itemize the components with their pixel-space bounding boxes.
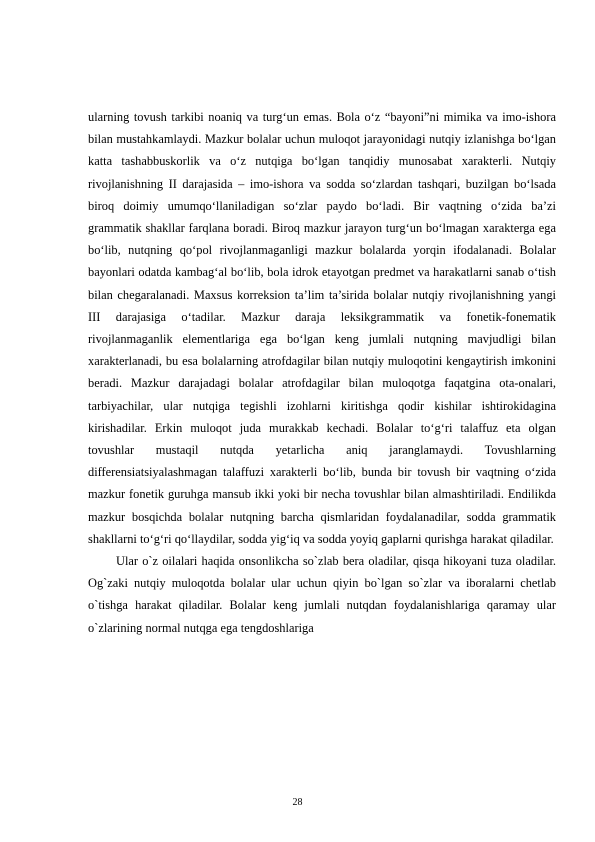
body-text [88, 106, 556, 639]
paragraph-indented: Ular o`z oilalari haqida onsonlikcha so`zlab bera oladilar, qisqa hikoyani tuza oladilar. Og`zaki nutqiy muloqotda bolalar ular uchun qiyin bo`lgan so`zlar va iboralarni chetlab o`tishga harakat qiladilar. Bolalar keng jumlali nutqdan foydalanishlariga qaramay ular o`zlarining normal nutqga ega tengdoshlariga [88, 554, 556, 635]
page-number: 28 [292, 797, 303, 808]
paragraph-continued: ularning tovush tarkibi noaniq va turg‘un emas. Bola o‘z “bayoni”ni mimika va imo-ishora bilan mustahkamlaydi. Mazkur bolalar uchun muloqot jarayonidagi nutqiy izlanishga bo‘lgan katta tashabbuskorlik va o‘z nutqiga bo‘lgan tanqidiy munosabat xarakterli. Nutqiy rivojlanishning II darajasida – imo-ishora va sodda so‘zlardan tashqari, buzilgan bo‘lsada biroq doimiy umumqo‘llaniladigan so‘zlar paydo bo‘ladi. Bir vaqtning o‘zida ba’zi grammatik shakllar farqlana boradi. Biroq mazkur jarayon turg‘un bo‘lmagan xarakterga ega bo‘lib, nutqning qo‘pol rivojlanmaganligi mazkur bolalarda yorqin ifodalanadi. Bolalar bayonlari odatda kambag‘al bo‘lib, bola idrok etayotgan predmet va harakatlarni sanab o‘tish bilan chegaralanadi. Maxsus korreksion ta’lim ta’sirida bolalar nutqiy rivojlanishning yangi III darajasiga o‘tadilar. Mazkur daraja leksikgrammatik va fonetik-fonematik rivojlanmaganlik elementlariga ega bo‘lgan keng jumlali nutqning mavjudligi bilan xarakterlanadi, bu esa bolalarning atrofdagilar bilan nutqiy muloqotini kengaytirish imkonini beradi. Mazkur darajadagi bolalar atrofdagilar bilan muloqotga faqatgina ota-onalari, tarbiyachilar, ular nutqiga tegishli izohlarni kiritishga qodir kishilar ishtirokidagina kirishadilar. Erkin muloqot juda murakkab kechadi. Bolalar to‘g‘ri talaffuz eta olgan tovushlar mustaqil nutqda yetarlicha aniq jaranglamaydi. Tovushlarning differensiatsiyalashmagan talaffuzi xarakterli bo‘lib, bunda bir tovush bir vaqtning o‘zida mazkur fonetik guruhga mansub ikki yoki bir necha tovushlar bilan almashtiriladi. Endilikda mazkur bosqichda bolalar nutqning barcha qismlaridan foydalanadilar, sodda grammatik shakllarni to‘g‘ri qo‘llaydilar, sodda yig‘iq va sodda yoyiq gaplarni qurishga harakat qiladilar. [88, 110, 556, 546]
